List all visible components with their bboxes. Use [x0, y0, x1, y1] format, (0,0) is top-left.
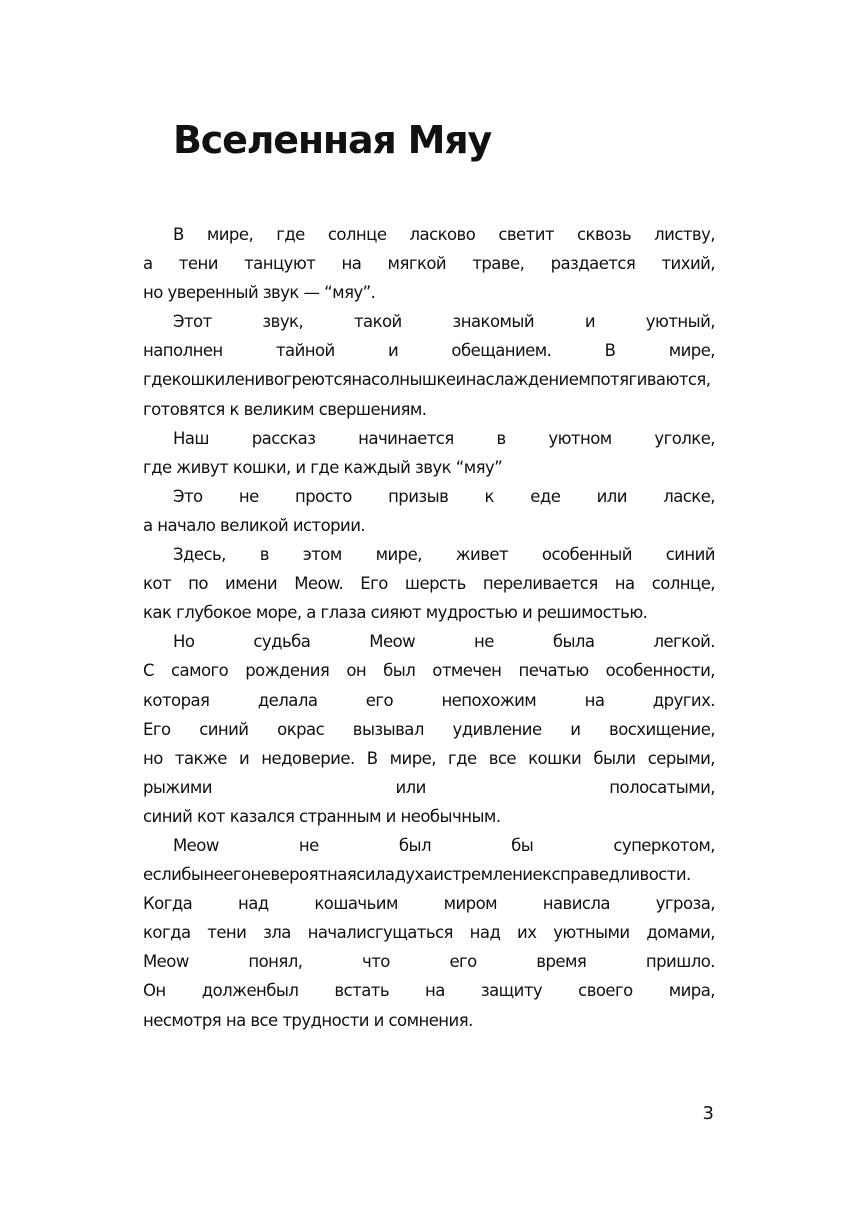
paragraph — [143, 627, 715, 831]
page-number: 3 — [702, 1103, 714, 1124]
text-line: наполнен тайной и обещанием. В мире, — [143, 341, 715, 361]
paragraph — [143, 831, 715, 1035]
text-line: синий кот казался странным и необычным. — [143, 806, 501, 826]
text-line: Его синий окрас вызывал удивление и восхищение, — [143, 719, 715, 739]
text-line: Но судьба Meow не была легкой. — [173, 632, 715, 652]
text-line: Meow не был бы суперкотом, — [173, 835, 715, 855]
text-line: кот по имени Meow. Его шерсть переливается на солнце, — [143, 574, 715, 594]
text-line: а тени танцуют на мягкой траве, раздается тихий, — [143, 254, 715, 274]
chapter-title: Вселенная Мяу — [173, 118, 492, 162]
text-line: как глубокое море, а глаза сияют мудростью и решимостью. — [143, 603, 648, 623]
text-line: рыжими или полосатыми, — [143, 777, 715, 797]
paragraph — [143, 220, 715, 307]
text-line: Этот звук, такой знакомый и уютный, — [173, 312, 715, 332]
text-line: Здесь, в этом мире, живет особенный синий — [173, 545, 715, 565]
text-line: Он долженбыл встать на защиту своего мира, — [143, 981, 715, 1001]
text-line: Когда над кошачьим миром нависла угроза, — [143, 894, 715, 914]
text-line: которая делала его непохожим на других. — [143, 690, 715, 710]
text-line: но уверенный звук — “мяу”. — [143, 283, 376, 303]
text-line: Наш рассказ начинается в уютном уголке, — [173, 428, 715, 448]
text-line: Meow понял, что его время пришло. — [143, 952, 715, 972]
text-line: С самого рождения он был отмечен печатью особенности, — [143, 661, 715, 681]
chapter-body — [143, 220, 715, 1035]
text-line: гдекошкиленивогреютсянасолнышкеинаслаждениемпотягиваются, — [143, 370, 711, 390]
paragraph — [143, 482, 715, 540]
paragraph — [143, 307, 715, 423]
text-line: когда тени зла началисгущаться над их уютными домами, — [143, 923, 715, 943]
text-line: где живут кошки, и где каждый звук “мяу” — [143, 457, 503, 477]
text-line: несмотря на все трудности и сомнения. — [143, 1010, 473, 1030]
text-line: Это не просто призыв к еде или ласке, — [173, 486, 715, 506]
paragraph — [143, 424, 715, 482]
text-line: а начало великой истории. — [143, 515, 366, 535]
text-line: готовятся к великим свершениям. — [143, 399, 427, 419]
text-line: еслибынеегоневероятнаясиладухаистремлениексправедливости. — [143, 865, 691, 885]
paragraph — [143, 540, 715, 627]
text-line: но также и недоверие. В мире, где все кошки были серыми, — [143, 748, 715, 768]
text-line: В мире, где солнце ласково светит сквозь листву, — [173, 225, 715, 244]
